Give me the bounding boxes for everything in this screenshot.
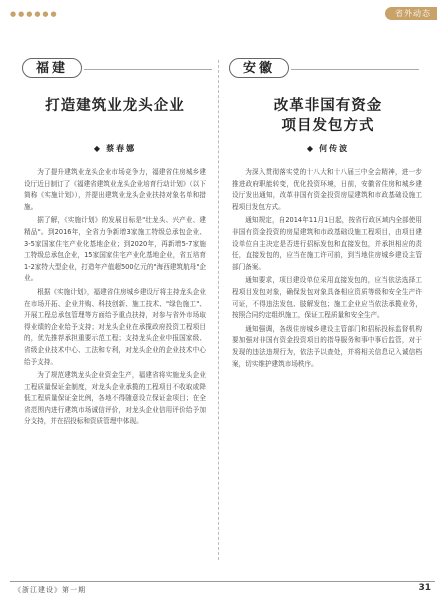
author-left (22, 143, 208, 154)
paragraph: 通知强调，各级住房城乡建设主管部门和招标投标监督机构要加强对非国有资金投资项目的指导服务和事中事后监管，对于发现的违法违规行为，依法予以查处，并将相关信息记入诚信档案，切实维护建筑市场秩序。 (232, 324, 422, 368)
headline-line: 改革非国有资金 (273, 98, 383, 114)
article-headline-left: 打造建筑业龙头企业 (45, 98, 185, 114)
paragraph: 通知要求，项目建设单位采用直接发包的，应当依法选择工程项目发包对象，确保发包对象具备相应资质等级和安全生产许可证，不得违法发包、肢解发包；施工企业应当依法承揽业务，按照合同约定组织施工，保证工程质量和安全生产。 (232, 276, 422, 320)
author-right (229, 143, 427, 154)
article-body-left (24, 167, 206, 428)
headline-line: 项目发包方式 (281, 118, 375, 134)
paragraph: 通知规定，自2014年11月1日起，按省行政区域内全部使用非国有资金投资的房屋建筑和市政基础设施工程项目，由项目建设单位自主决定是否进行招标发包和直接发包，并承担相应的责任，直接发包的，应当在施工许可前，到当地住房城乡建设主管部门备案。 (232, 216, 422, 271)
paragraph: 据了解，《实施计划》的发展目标是"壮龙头、兴产业、建精品"。到2016年，全省力争新增3家施工特级总承包企业、3-5家国家住宅产业化基地企业；到2020年，再新增5-7家施工特级总承包企业，15家国家住宅产业化基地企业，省五培育1-2家特大型企业，打造年产值超500亿元的"海西建筑航母"企业。 (24, 216, 206, 283)
article-headline-right (229, 96, 427, 136)
column-divider (218, 60, 219, 560)
diamond-icon: ◆ (93, 144, 103, 153)
region-label: 福建 (22, 58, 82, 78)
paragraph: 为了提升建筑业龙头企业市场竞争力，福建省住房城乡建设厅近日制订了《福建省建筑业龙头企业培育行动计划》（以下简称《实施计划》），并提出建筑业龙头企业扶持对象名单和措施。 (24, 168, 206, 211)
article-body-right (232, 167, 422, 370)
paragraph: 根据《实施计划》，福建省住房城乡建设厅将主持龙头企业在市场开拓、企业并购、科技创新、施工技术、"绿色施工"、开展工程总承包管理等方面给予重点扶持，对参与省外市场取得业绩的企业给予支持；对龙头企业在承揽政府投资工程项目的，优先推荐承担重要示范工程；支持龙头企业申报国家级、省级企业技术中心、工法和专利，对龙头企业的企业技术中心给予支持。 (24, 287, 206, 366)
footer-rule (10, 581, 435, 582)
diamond-icon: ◆ (306, 144, 316, 153)
paragraph: 为了规范建筑龙头企业资金生产，福建省将实施龙头企业工程质量保证金制度，对龙头企业承揽的工程项目不收取或降低工程质量保证金比例，各地不得随意设立保证金项目；在全省范围内进行建筑市场诚信评价，对龙头企业信用评价给予加分支持，并在招投标和资质管理中体现。 (24, 371, 206, 426)
header-decoration-dots: ●●●●●● (10, 10, 59, 18)
section-tag: 省外动态 (385, 7, 437, 20)
author-name: 蔡春娜 (106, 144, 137, 153)
region-label: 安徽 (229, 58, 289, 78)
badge-rule (291, 69, 419, 70)
author-name: 何传波 (319, 144, 350, 153)
badge-rule (84, 69, 212, 70)
paragraph: 为深入贯彻落实党的十八大和十八届三中全会精神，进一步推进政府职能转变，优化投资环境，日前，安徽省住房和城乡建设厅发出通知，改革非国有资金投资房屋建筑和市政基础设施工程项目发包方式。 (232, 168, 422, 211)
page-number: 31 (418, 583, 431, 593)
publication-name: 《浙江建设》第一期 (14, 586, 86, 594)
